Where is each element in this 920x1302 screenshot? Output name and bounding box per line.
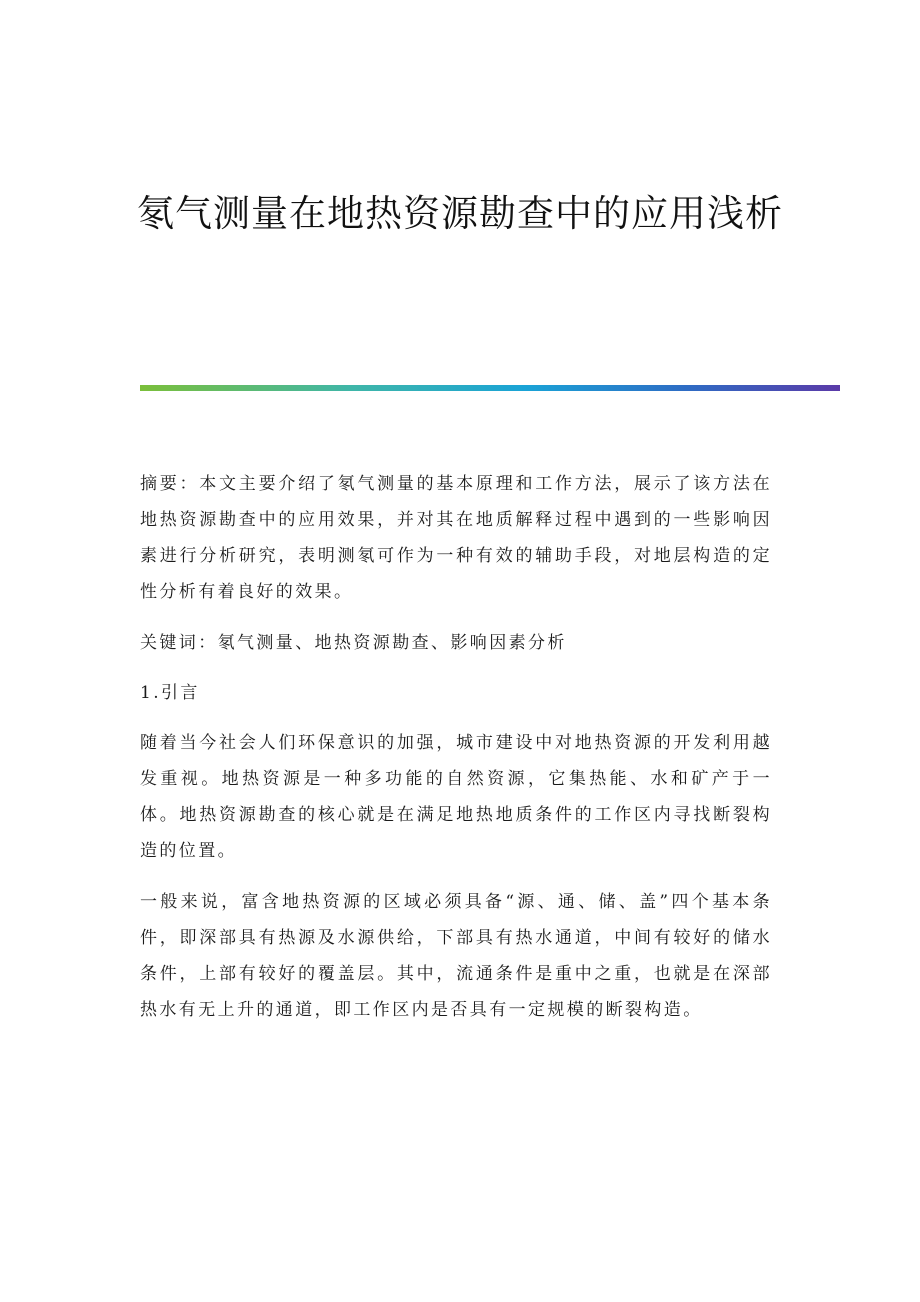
title-divider bbox=[140, 385, 840, 391]
abstract-paragraph: 摘要：本文主要介绍了氡气测量的基本原理和工作方法，展示了该方法在地热资源勘查中的应用效果，并对其在地质解释过程中遇到的一些影响因素进行分析研究，表明测氡可作为一种有效的辅助手段，对地层构造的定性分析有着良好的效果。 bbox=[140, 474, 772, 602]
document-title: 氡气测量在地热资源勘查中的应用浅析 bbox=[137, 192, 783, 235]
section-heading: 1.引言 bbox=[140, 683, 200, 703]
body-paragraph-1: 随着当今社会人们环保意识的加强，城市建设中对地热资源的开发利用越发重视。地热资源是一种多功能的自然资源，它集热能、水和矿产于一体。地热资源勘查的核心就是在满足地热地质条件的工作区内寻找断裂构造的位置。 bbox=[140, 733, 772, 861]
document-body bbox=[140, 466, 772, 1043]
keywords-line: 关键词：氡气测量、地热资源勘查、影响因素分析 bbox=[140, 633, 567, 653]
body-paragraph-2: 一般来说，富含地热资源的区域必须具备“源、通、储、盖”四个基本条件，即深部具有热源及水源供给，下部具有热水通道，中间有较好的储水条件，上部有较好的覆盖层。其中，流通条件是重中之重，也就是在深部热水有无上升的通道，即工作区内是否具有一定规模的断裂构造。 bbox=[140, 892, 772, 1020]
